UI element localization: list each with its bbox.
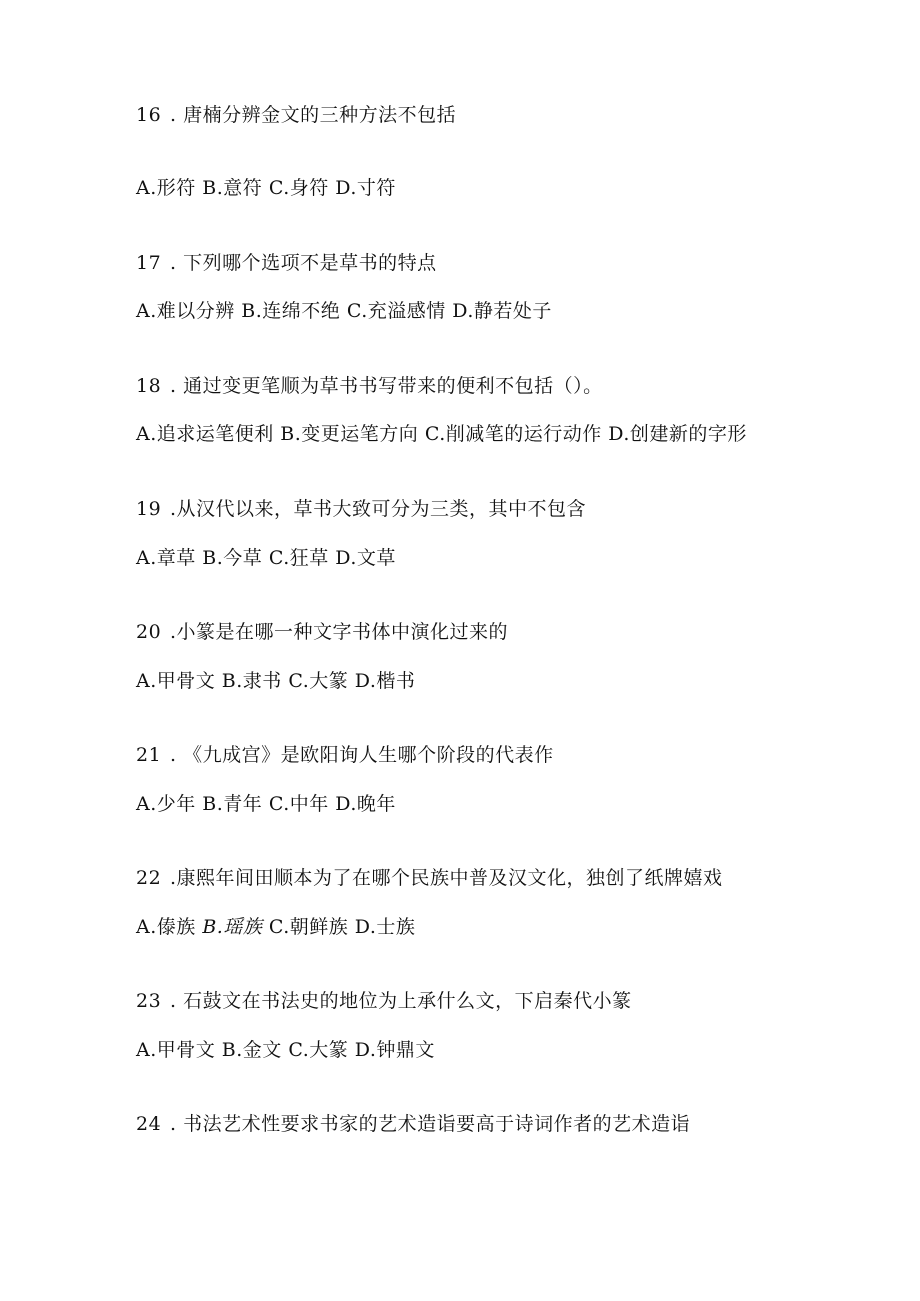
question-number: 22 [136,867,162,889]
question-text: .从汉代以来，草书大致可分为三类，其中不包含 [170,498,587,520]
question-text: . 石鼓文在书法史的地位为上承什么文，下启秦代小篆 [170,990,632,1012]
question-number: 20 [136,621,162,643]
option-text-italic: B.瑶族 [202,916,263,938]
option-text: C.朝鲜族 D.士族 [262,916,416,938]
question-24 [136,1112,690,1136]
question-23 [136,989,632,1013]
option-text: A.傣族 [136,916,203,938]
question-17-options: A.难以分辨 B.连绵不绝 C.充溢感情 D.静若处子 [136,300,552,322]
question-22-options [136,915,415,939]
question-19 [136,497,586,521]
question-20-options: A.甲骨文 B.隶书 C.大篆 D.楷书 [136,670,416,692]
question-20 [136,620,508,644]
question-number: 16 [136,104,162,126]
question-number: 19 [136,498,162,520]
question-number: 24 [136,1113,162,1135]
question-16-options: A.形符 B.意符 C.身符 D.寸符 [136,177,396,199]
question-text: . 下列哪个选项不是草书的特点 [170,252,437,274]
question-21-options: A.少年 B.青年 C.中年 D.晚年 [136,793,396,815]
question-text: .小篆是在哪一种文字书体中演化过来的 [170,621,509,643]
question-23-options: A.甲骨文 B.金文 C.大篆 D.钟鼎文 [136,1039,435,1061]
question-text: . 唐楠分辨金文的三种方法不包括 [170,104,457,126]
question-21 [136,743,554,767]
question-number: 18 [136,375,162,397]
question-19-options: A.章草 B.今草 C.狂草 D.文草 [136,547,396,569]
question-22 [136,866,723,890]
question-18-options: A.追求运笔便利 B.变更运笔方向 C.削减笔的运行动作 D.创建新的字形 [136,423,747,445]
question-number: 21 [136,744,162,766]
question-text: . 通过变更笔顺为草书书写带来的便利不包括（）。 [170,375,603,397]
question-16 [136,103,456,127]
question-text: .康熙年间田顺本为了在哪个民族中普及汉文化，独创了纸牌嬉戏 [170,867,723,889]
question-18 [136,374,603,398]
question-text: . 书法艺术性要求书家的艺术造诣要高于诗词作者的艺术造诣 [170,1113,691,1135]
question-number: 17 [136,252,162,274]
question-text: . 《九成宫》是欧阳询人生哪个阶段的代表作 [170,744,554,766]
question-17 [136,251,437,275]
question-number: 23 [136,990,162,1012]
